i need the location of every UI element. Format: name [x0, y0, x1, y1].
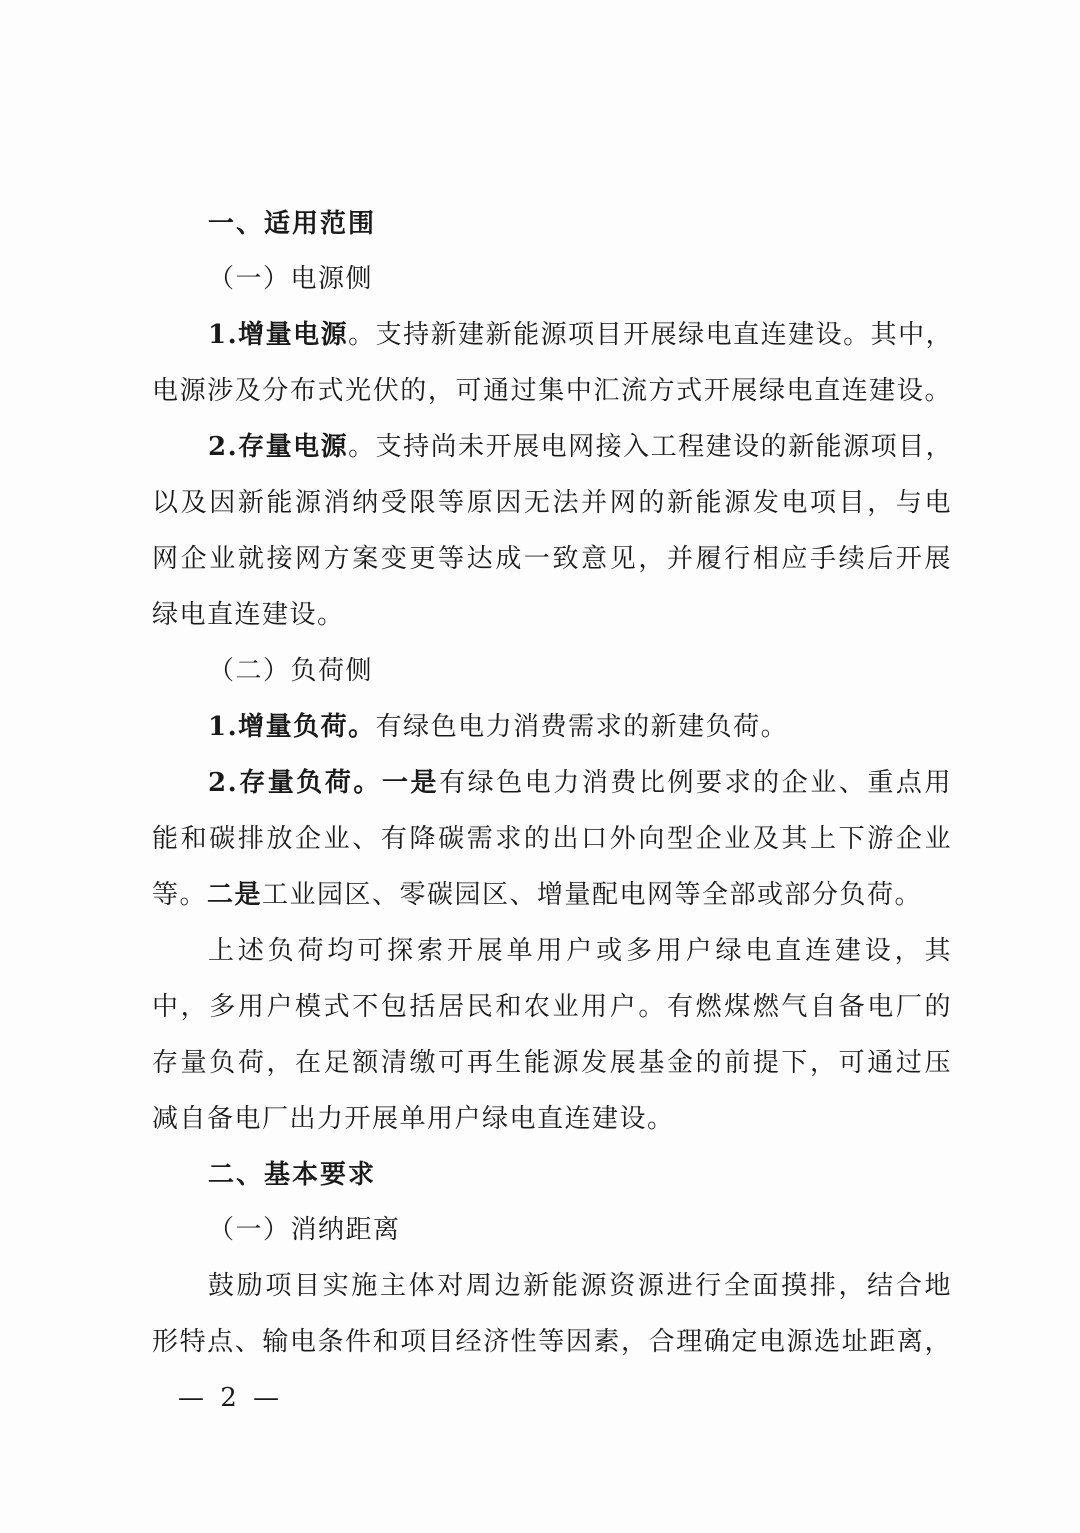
subsection-heading-load-side: （二）负荷侧: [208, 656, 374, 686]
subsection-heading-consumption-distance: （一）消纳距离: [208, 1215, 401, 1245]
paragraph-text: 。支持尚未开展电网接入工程建设的新能源项目，: [348, 432, 954, 462]
bold-lead-incremental-power: 1.增量电源: [208, 320, 349, 350]
bold-lead-existing-load: 2.存量负荷。: [208, 768, 382, 798]
paragraph-incremental-power-line-2: 电源涉及分布式光伏的，可通过集中汇流方式开展绿电直连建设。: [152, 376, 952, 406]
paragraph-load-summary-line-1: 上述负荷均可探索开展单用户或多用户绿电直连建设，其: [208, 936, 952, 966]
paragraph-distance-line-1: 鼓励项目实施主体对周边新能源资源进行全面摸排，结合地: [208, 1271, 952, 1301]
paragraph-existing-load-line-3: [152, 875, 952, 915]
page-number: — 2 —: [178, 1383, 284, 1413]
paragraph-existing-power-line-4: 绿电直连建设。: [152, 600, 345, 630]
paragraph-existing-power-line-1: [208, 427, 952, 467]
paragraph-incremental-power-line-1: [208, 315, 952, 355]
paragraph-text: 工业园区、零碳园区、增量配电网等全部或部分负荷。: [262, 880, 923, 910]
paragraph-incremental-load-line-1: [208, 707, 952, 747]
paragraph-text: 。支持新建新能源项目开展绿电直连建设。其中，: [348, 320, 954, 350]
bold-lead-existing-power: 2.存量电源: [208, 432, 349, 462]
paragraph-existing-load-line-2: 能和碳排放企业、有降碳需求的出口外向型企业及其上下游企业: [152, 824, 952, 854]
paragraph-text: 等。: [152, 880, 208, 910]
paragraph-text: 有绿色电力消费比例要求的企业、重点用: [439, 768, 952, 798]
bold-emphasis-first: 一是: [381, 768, 440, 798]
paragraph-existing-power-line-2: 以及因新能源消纳受限等原因无法并网的新能源发电项目，与电: [152, 488, 952, 518]
section-heading-scope: 一、适用范围: [208, 209, 377, 239]
paragraph-distance-line-2: 形特点、输电条件和项目经济性等因素，合理确定电源选址距离，: [152, 1327, 952, 1357]
section-heading-basic-requirements: 二、基本要求: [208, 1160, 377, 1190]
paragraph-existing-load-line-1: [208, 763, 952, 803]
paragraph-text: 有绿色电力消费需求的新建负荷。: [375, 712, 789, 742]
bold-lead-incremental-load: 1.增量负荷。: [208, 712, 376, 742]
paragraph-load-summary-line-2: 中，多用户模式不包括居民和农业用户。有燃煤燃气自备电厂的: [152, 992, 952, 1022]
subsection-heading-power-side: （一）电源侧: [208, 264, 374, 294]
bold-emphasis-second: 二是: [207, 880, 263, 910]
paragraph-load-summary-line-3: 存量负荷，在足额清缴可再生能源发展基金的前提下，可通过压: [152, 1048, 952, 1078]
paragraph-load-summary-line-4: 减自备电厂出力开展单用户绿电直连建设。: [152, 1104, 675, 1134]
paragraph-existing-power-line-3: 网企业就接网方案变更等达成一致意见，并履行相应手续后开展: [152, 544, 952, 574]
